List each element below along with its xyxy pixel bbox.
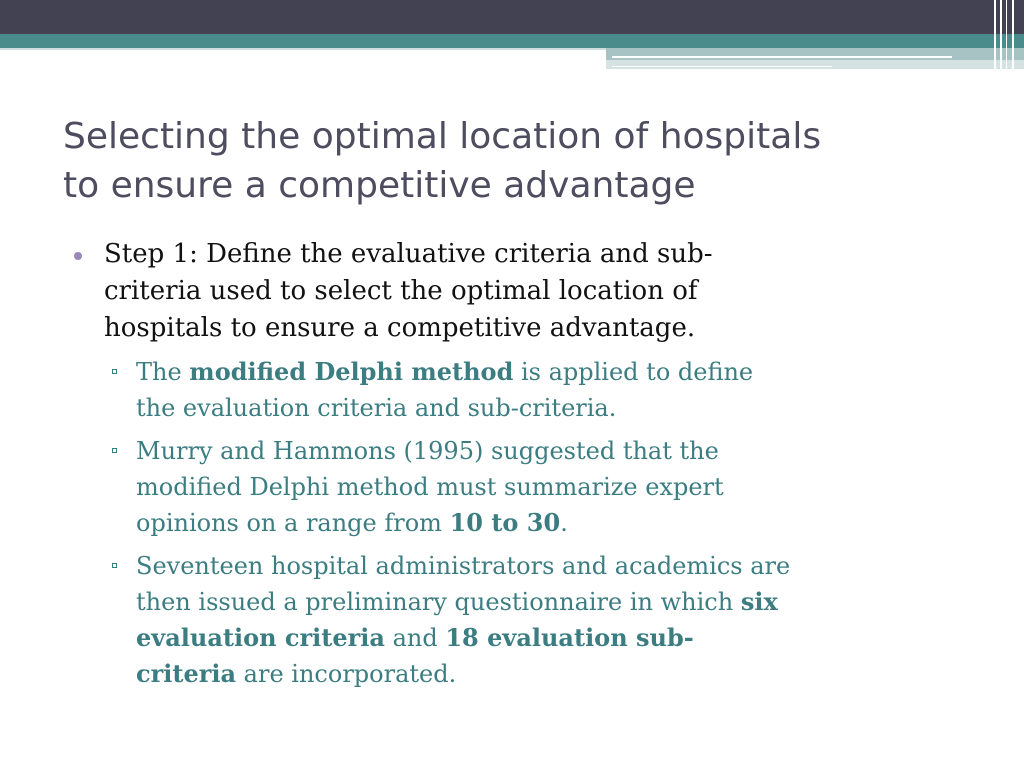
header-accent-strip <box>606 48 1024 60</box>
sub3-bold-six: six <box>740 587 778 616</box>
sub3-text-b: then issued a preliminary questionnaire in which <box>136 588 741 616</box>
step-1-bullet <box>74 236 954 347</box>
square-bullet-icon <box>112 369 117 374</box>
header-light-line <box>0 48 606 50</box>
sub1-bold-method: modified Delphi method <box>189 357 514 386</box>
step-1-line-2: criteria used to select the optimal location of <box>104 276 698 306</box>
slide-body <box>74 236 954 699</box>
sub2-text-b: modified Delphi method must summarize expert <box>136 473 724 501</box>
slide-title <box>63 112 963 210</box>
sub1-text-c: is applied to define <box>513 358 754 386</box>
header-accent-line-short <box>612 66 832 67</box>
square-bullet-icon <box>112 563 117 568</box>
sub-bullet-seventeen <box>104 548 954 692</box>
step-1-sub-list <box>104 354 954 692</box>
header-accent-strip-lower <box>606 60 1024 69</box>
header-accent-line <box>612 56 952 58</box>
step-1-line-3: hospitals to ensure a competitive advantage. <box>104 313 696 343</box>
sub2-text-c: opinions on a range from <box>136 509 450 537</box>
sub2-text-a: Murry and Hammons (1995) suggested that the <box>136 437 719 465</box>
round-bullet-icon <box>74 252 82 260</box>
sub-bullet-delphi <box>104 354 954 426</box>
sub3-text-a: Seventeen hospital administrators and academics are <box>136 552 791 580</box>
sub2-text-e: . <box>560 509 568 537</box>
sub1-text-d: the evaluation criteria and sub-criteria. <box>136 394 617 422</box>
sub3-text-and: and <box>384 624 446 652</box>
sub-bullet-murry <box>104 433 954 541</box>
sub1-text-a: The <box>136 358 190 386</box>
header-edge-stripes <box>990 0 1024 70</box>
title-line-2: to ensure a competitive advantage <box>63 165 696 206</box>
header-dark-band <box>0 0 1024 34</box>
header-teal-band <box>0 34 1024 48</box>
sub3-text-end: are incorporated. <box>236 660 457 688</box>
sub3-bold-subcriteria: 18 evaluation sub- <box>445 623 694 652</box>
sub2-bold-range: 10 to 30 <box>449 508 561 537</box>
sub3-bold-criteria: evaluation criteria <box>136 623 385 652</box>
square-bullet-icon <box>112 448 117 453</box>
sub3-bold-criteria-2: criteria <box>136 659 237 688</box>
title-line-1: Selecting the optimal location of hospitals <box>63 116 822 157</box>
step-1-line-1: Step 1: Define the evaluative criteria and sub- <box>104 239 713 269</box>
